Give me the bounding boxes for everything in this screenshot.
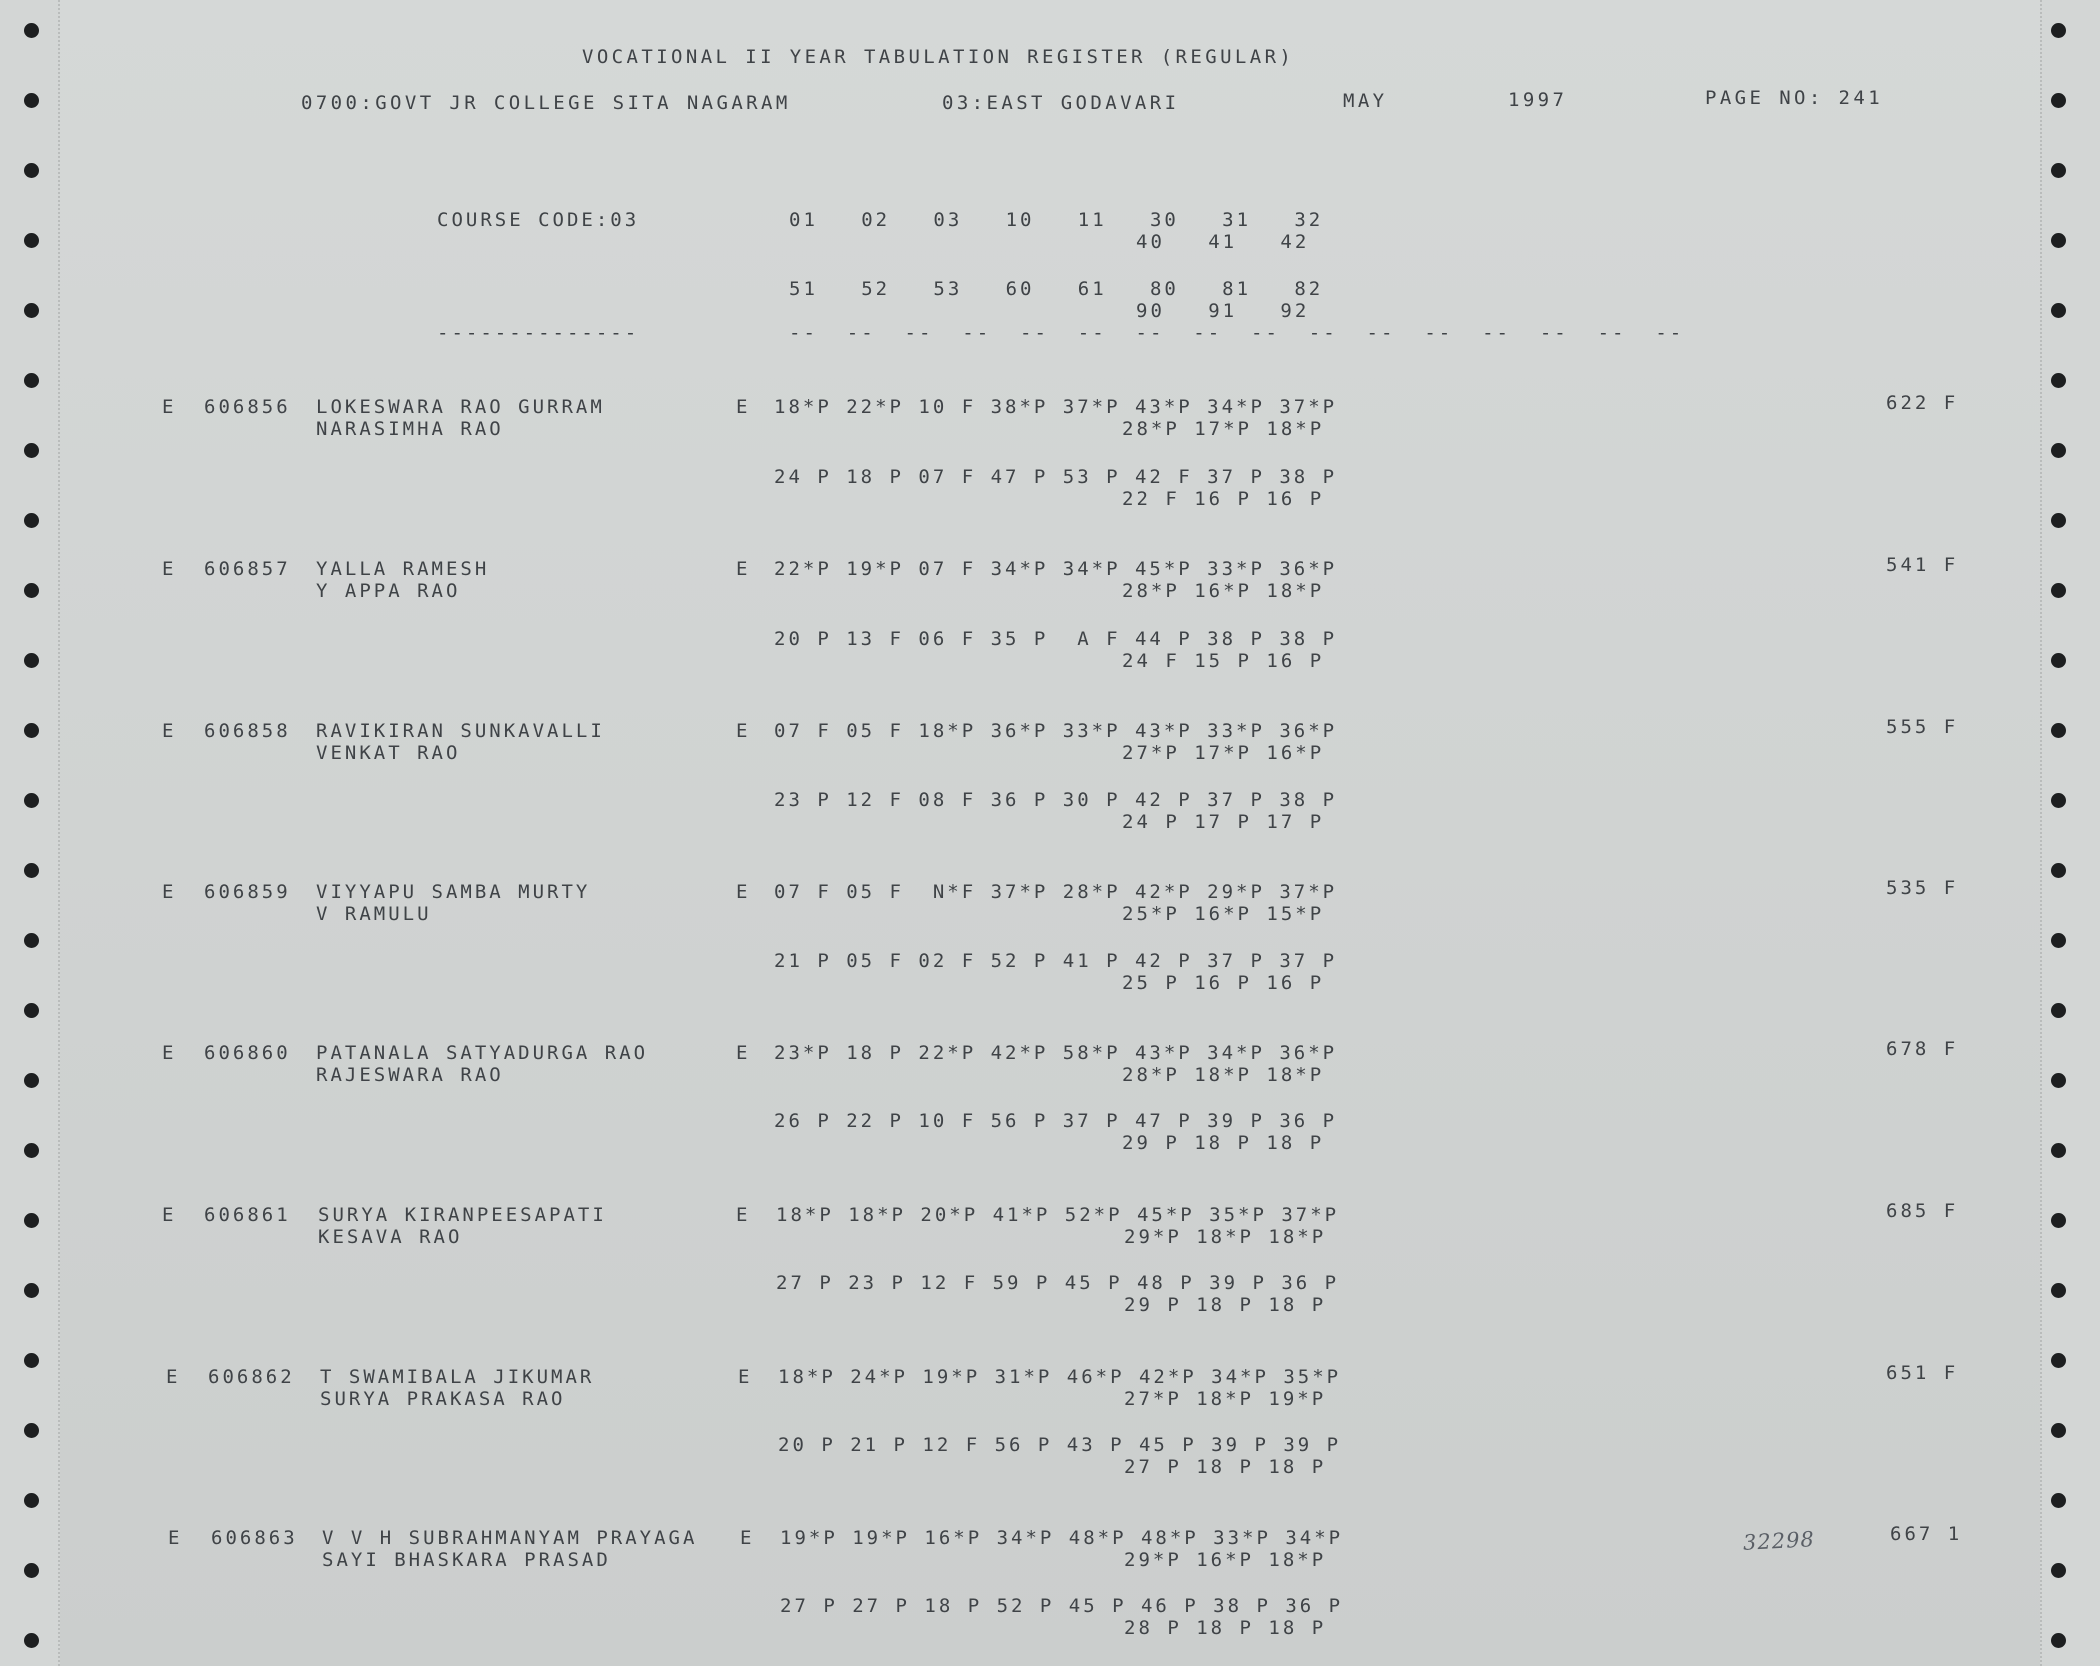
father-name: KESAVA RAO (318, 1226, 463, 1248)
student-name: LOKESWARA RAO GURRAM (316, 396, 605, 418)
tractor-hole (2051, 93, 2066, 108)
tractor-hole (2051, 933, 2066, 948)
total-result: 535 F (1886, 877, 1959, 899)
total-result: 555 F (1886, 716, 1959, 738)
student-name: VIYYAPU SAMBA MURTY (316, 881, 591, 903)
roll-number: 606860 (204, 1042, 291, 1064)
stream-code: E (162, 1042, 177, 1064)
marks-part2-cont: 22 F 16 P 16 P (1122, 488, 1325, 510)
marks-part2: 24 P 18 P 07 F 47 P 53 P 42 F 37 P 38 P (774, 466, 1338, 488)
record-flag: E (736, 1204, 751, 1226)
tractor-hole (2051, 1213, 2066, 1228)
student-name: PATANALA SATYADURGA RAO (316, 1042, 649, 1064)
marks-part1: 07 F 05 F 18*P 36*P 33*P 43*P 33*P 36*P (774, 720, 1338, 742)
tractor-hole (24, 1633, 39, 1648)
tractor-hole (24, 1423, 39, 1438)
tractor-hole (24, 723, 39, 738)
tractor-hole (2051, 373, 2066, 388)
tractor-hole (24, 1493, 39, 1508)
exam-year: 1997 (1508, 89, 1568, 111)
marks-part1: 19*P 19*P 16*P 34*P 48*P 48*P 33*P 34*P (780, 1527, 1344, 1549)
tractor-hole (2051, 163, 2066, 178)
tractor-hole (2051, 863, 2066, 878)
roll-number: 606856 (204, 396, 291, 418)
marks-part2-cont: 28 P 18 P 18 P (1124, 1617, 1327, 1639)
roll-number: 606859 (204, 881, 291, 903)
subject-codes-row1-cont: 40 41 42 (1136, 231, 1310, 253)
marks-part1: 22*P 19*P 07 F 34*P 34*P 45*P 33*P 36*P (774, 558, 1338, 580)
roll-number: 606861 (204, 1204, 291, 1226)
college-name: 0700:GOVT JR COLLEGE SITA NAGARAM (301, 92, 791, 114)
register-title: VOCATIONAL II YEAR TABULATION REGISTER (REGULAR) (582, 46, 1295, 68)
stream-code: E (168, 1527, 183, 1549)
exam-month: MAY (1343, 90, 1388, 112)
tractor-hole (2051, 793, 2066, 808)
tractor-hole (2051, 1283, 2066, 1298)
tractor-hole (24, 1003, 39, 1018)
stream-code: E (162, 396, 177, 418)
total-result: 685 F (1886, 1200, 1959, 1222)
tractor-hole (24, 583, 39, 598)
tractor-hole (24, 1143, 39, 1158)
tractor-hole (24, 373, 39, 388)
student-name: YALLA RAMESH (316, 558, 490, 580)
marks-part2: 20 P 21 P 12 F 56 P 43 P 45 P 39 P 39 P (778, 1434, 1342, 1456)
tractor-hole (24, 163, 39, 178)
marks-part2: 26 P 22 P 10 F 56 P 37 P 47 P 39 P 36 P (774, 1110, 1338, 1132)
marks-part1-cont: 27*P 17*P 16*P (1122, 742, 1325, 764)
marks-part1-cont: 28*P 18*P 18*P (1122, 1064, 1325, 1086)
total-result: 651 F (1886, 1362, 1959, 1384)
course-code-label: COURSE CODE:03 (437, 209, 640, 231)
page-number: PAGE NO: 241 (1705, 87, 1884, 109)
tractor-hole (24, 1353, 39, 1368)
tractor-hole (24, 303, 39, 318)
tractor-hole (2051, 723, 2066, 738)
marks-part1: 18*P 22*P 10 F 38*P 37*P 43*P 34*P 37*P (774, 396, 1338, 418)
record-flag: E (736, 1042, 751, 1064)
tractor-hole (2051, 583, 2066, 598)
marks-part1-cont: 25*P 16*P 15*P (1122, 903, 1325, 925)
marks-part2-cont: 29 P 18 P 18 P (1122, 1132, 1325, 1154)
tractor-hole (24, 1073, 39, 1088)
marks-part1: 18*P 24*P 19*P 31*P 46*P 42*P 34*P 35*P (778, 1366, 1342, 1388)
tractor-hole (24, 1283, 39, 1298)
subject-codes-row1: 01 02 03 10 11 30 31 32 (789, 209, 1324, 231)
tractor-hole (2051, 1563, 2066, 1578)
marks-part2: 20 P 13 F 06 F 35 P A F 44 P 38 P 38 P (774, 628, 1338, 650)
total-result: 667 1 (1890, 1523, 1963, 1545)
marks-part2-cont: 24 F 15 P 16 P (1122, 650, 1325, 672)
tractor-hole (2051, 1423, 2066, 1438)
header-divider-label: -------------- (437, 322, 640, 344)
tractor-hole (24, 23, 39, 38)
record-flag: E (736, 720, 751, 742)
student-name: RAVIKIRAN SUNKAVALLI (316, 720, 605, 742)
tractor-hole (24, 513, 39, 528)
marks-part2-cont: 27 P 18 P 18 P (1124, 1456, 1327, 1478)
record-flag: E (736, 558, 751, 580)
father-name: Y APPA RAO (316, 580, 461, 602)
roll-number: 606862 (208, 1366, 295, 1388)
stream-code: E (162, 1204, 177, 1226)
stream-code: E (162, 558, 177, 580)
tractor-hole (24, 933, 39, 948)
marks-part1: 18*P 18*P 20*P 41*P 52*P 45*P 35*P 37*P (776, 1204, 1340, 1226)
marks-part2: 23 P 12 F 08 F 36 P 30 P 42 P 37 P 38 P (774, 789, 1338, 811)
tractor-hole (24, 233, 39, 248)
left-tractor-strip (0, 0, 60, 1666)
marks-part1-cont: 29*P 18*P 18*P (1124, 1226, 1327, 1248)
tractor-hole (24, 863, 39, 878)
marks-part1: 07 F 05 F N*F 37*P 28*P 42*P 29*P 37*P (774, 881, 1338, 903)
record-flag: E (740, 1527, 755, 1549)
handwritten-annotation: 32298 (1742, 1527, 1816, 1555)
record-flag: E (736, 881, 751, 903)
tractor-hole (24, 1563, 39, 1578)
tractor-hole (24, 793, 39, 808)
tractor-hole (24, 443, 39, 458)
tractor-hole (2051, 653, 2066, 668)
total-result: 622 F (1886, 392, 1959, 414)
district-name: 03:EAST GODAVARI (942, 92, 1180, 114)
roll-number: 606857 (204, 558, 291, 580)
father-name: NARASIMHA RAO (316, 418, 504, 440)
tractor-hole (2051, 23, 2066, 38)
subject-codes-row2-cont: 90 91 92 (1136, 300, 1310, 322)
stream-code: E (162, 720, 177, 742)
marks-part1-cont: 28*P 16*P 18*P (1122, 580, 1325, 602)
record-flag: E (738, 1366, 753, 1388)
father-name: V RAMULU (316, 903, 432, 925)
marks-part2: 27 P 27 P 18 P 52 P 45 P 46 P 38 P 36 P (780, 1595, 1344, 1617)
marks-part1-cont: 27*P 18*P 19*P (1124, 1388, 1327, 1410)
tractor-hole (2051, 513, 2066, 528)
father-name: SURYA PRAKASA RAO (320, 1388, 566, 1410)
tractor-hole (24, 1213, 39, 1228)
marks-part1: 23*P 18 P 22*P 42*P 58*P 43*P 34*P 36*P (774, 1042, 1338, 1064)
student-name: T SWAMIBALA JIKUMAR (320, 1366, 595, 1388)
stream-code: E (162, 881, 177, 903)
tractor-hole (2051, 443, 2066, 458)
marks-part2: 27 P 23 P 12 F 59 P 45 P 48 P 39 P 36 P (776, 1272, 1340, 1294)
record-flag: E (736, 396, 751, 418)
tractor-hole (2051, 1353, 2066, 1368)
tractor-hole (2051, 233, 2066, 248)
marks-part2-cont: 29 P 18 P 18 P (1124, 1294, 1327, 1316)
father-name: VENKAT RAO (316, 742, 461, 764)
marks-part1-cont: 28*P 17*P 18*P (1122, 418, 1325, 440)
father-name: SAYI BHASKARA PRASAD (322, 1549, 611, 1571)
tractor-hole (24, 653, 39, 668)
marks-part2-cont: 25 P 16 P 16 P (1122, 972, 1325, 994)
tractor-hole (24, 93, 39, 108)
stream-code: E (166, 1366, 181, 1388)
roll-number: 606863 (211, 1527, 298, 1549)
right-tractor-strip (2040, 0, 2100, 1666)
total-result: 541 F (1886, 554, 1959, 576)
marks-part2: 21 P 05 F 02 F 52 P 41 P 42 P 37 P 37 P (774, 950, 1338, 972)
total-result: 678 F (1886, 1038, 1959, 1060)
marks-part2-cont: 24 P 17 P 17 P (1122, 811, 1325, 833)
tractor-hole (2051, 1493, 2066, 1508)
subject-codes-row2: 51 52 53 60 61 80 81 82 (789, 278, 1324, 300)
tractor-hole (2051, 1073, 2066, 1088)
tractor-hole (2051, 303, 2066, 318)
father-name: RAJESWARA RAO (316, 1064, 504, 1086)
header-divider-columns: -- -- -- -- -- -- -- -- -- -- -- -- -- -- -- -- (789, 322, 1685, 344)
tractor-hole (2051, 1633, 2066, 1648)
tractor-hole (2051, 1143, 2066, 1158)
tractor-hole (2051, 1003, 2066, 1018)
roll-number: 606858 (204, 720, 291, 742)
student-name: V V H SUBRAHMANYAM PRAYAGA (322, 1527, 698, 1549)
marks-part1-cont: 29*P 16*P 18*P (1124, 1549, 1327, 1571)
student-name: SURYA KIRANPEESAPATI (318, 1204, 607, 1226)
